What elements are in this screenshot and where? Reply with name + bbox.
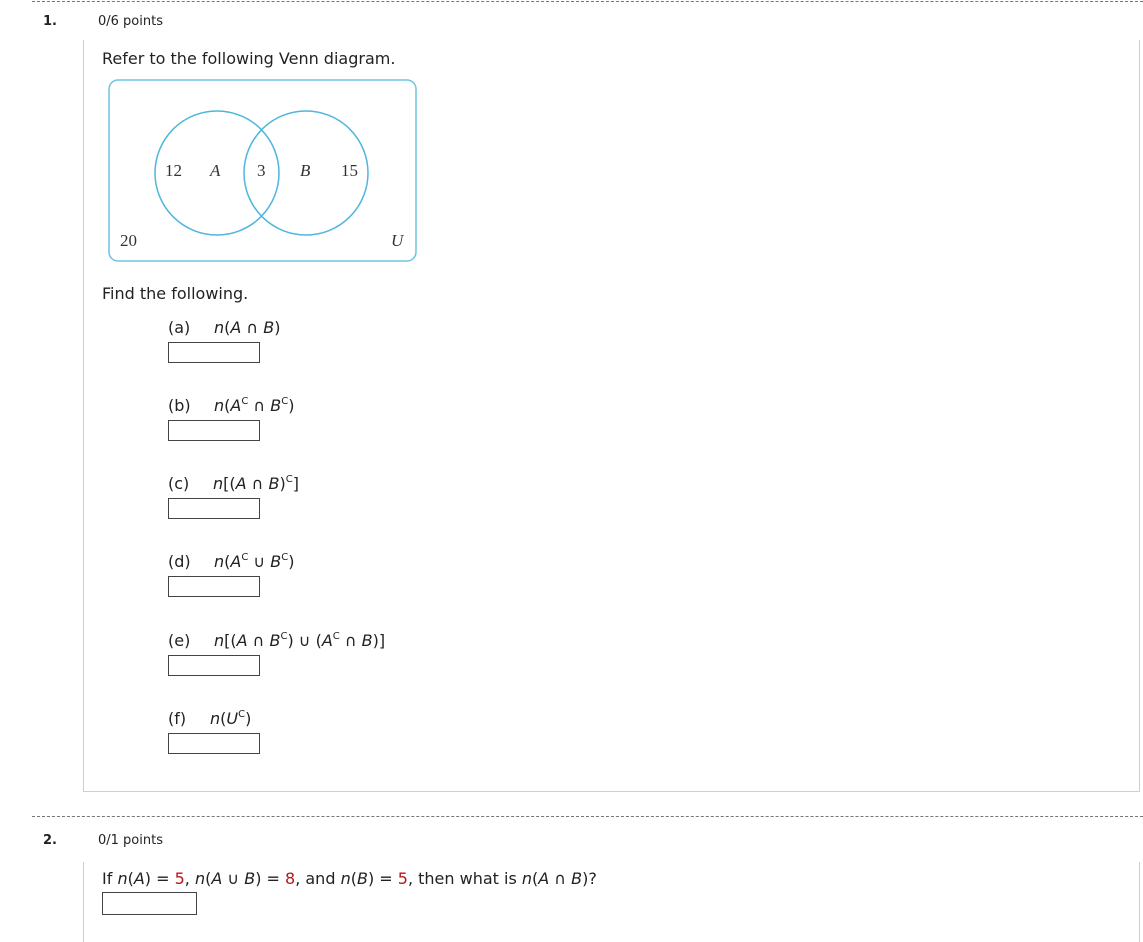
question-2-number: 2.	[43, 833, 57, 848]
venn-only-a-count: 12	[165, 161, 182, 180]
part-c-answer-input[interactable]	[168, 498, 260, 519]
question-1-top-divider	[32, 1, 1143, 2]
part-e-answer-input[interactable]	[168, 655, 260, 676]
question-2-text: If n(A) = 5, n(A ∪ B) = 8, and n(B) = 5, then what is n(A ∩ B)?	[102, 869, 597, 888]
part-d-expression: $n(A^C$ ∪ $B^C$)	[214, 552, 295, 571]
n-a-value: 5	[174, 869, 185, 888]
part-a-answer-input[interactable]	[168, 342, 260, 363]
venn-intersection-count: 3	[257, 161, 266, 180]
part-b-answer-input[interactable]	[168, 420, 260, 441]
part-a-label: (a)	[168, 318, 191, 337]
venn-label-a: A	[210, 161, 221, 180]
part-c-label: (c)	[168, 474, 190, 493]
part-d-label: (d)	[168, 552, 191, 571]
venn-only-b-count: 15	[341, 161, 358, 180]
n-b-value: 5	[397, 869, 408, 888]
venn-label-u: U	[391, 231, 404, 250]
part-b-expression: $n(A^C$ ∩ $B^C$)	[214, 396, 295, 415]
question-2-top-divider	[32, 816, 1143, 817]
part-f-label: (f)	[168, 709, 187, 728]
part-e-label: (e)	[168, 631, 191, 650]
find-instruction: Find the following.	[102, 284, 249, 303]
venn-diagram	[108, 79, 418, 264]
part-b-label: (b)	[168, 396, 191, 415]
n-a-union-b-value: 8	[285, 869, 296, 888]
venn-outside-count: 20	[120, 231, 137, 250]
question-2-answer-input[interactable]	[102, 892, 197, 915]
question-1-prompt: Refer to the following Venn diagram.	[102, 49, 396, 68]
part-f-expression: $n(U^C)$	[210, 709, 252, 728]
part-f-answer-input[interactable]	[168, 733, 260, 754]
question-1-points: 0/6 points	[98, 14, 163, 29]
part-e-expression: n[(A ∩ $B^C$) ∪ ($A^C$ ∩ B)]	[214, 631, 386, 650]
part-d-answer-input[interactable]	[168, 576, 260, 597]
part-a-expression: n(A ∩ B)	[214, 318, 281, 337]
part-c-expression: n[(A ∩ B)$^C$]	[213, 474, 299, 493]
question-2-points: 0/1 points	[98, 833, 163, 848]
question-1-number: 1.	[43, 14, 57, 29]
venn-label-b: B	[300, 161, 311, 180]
